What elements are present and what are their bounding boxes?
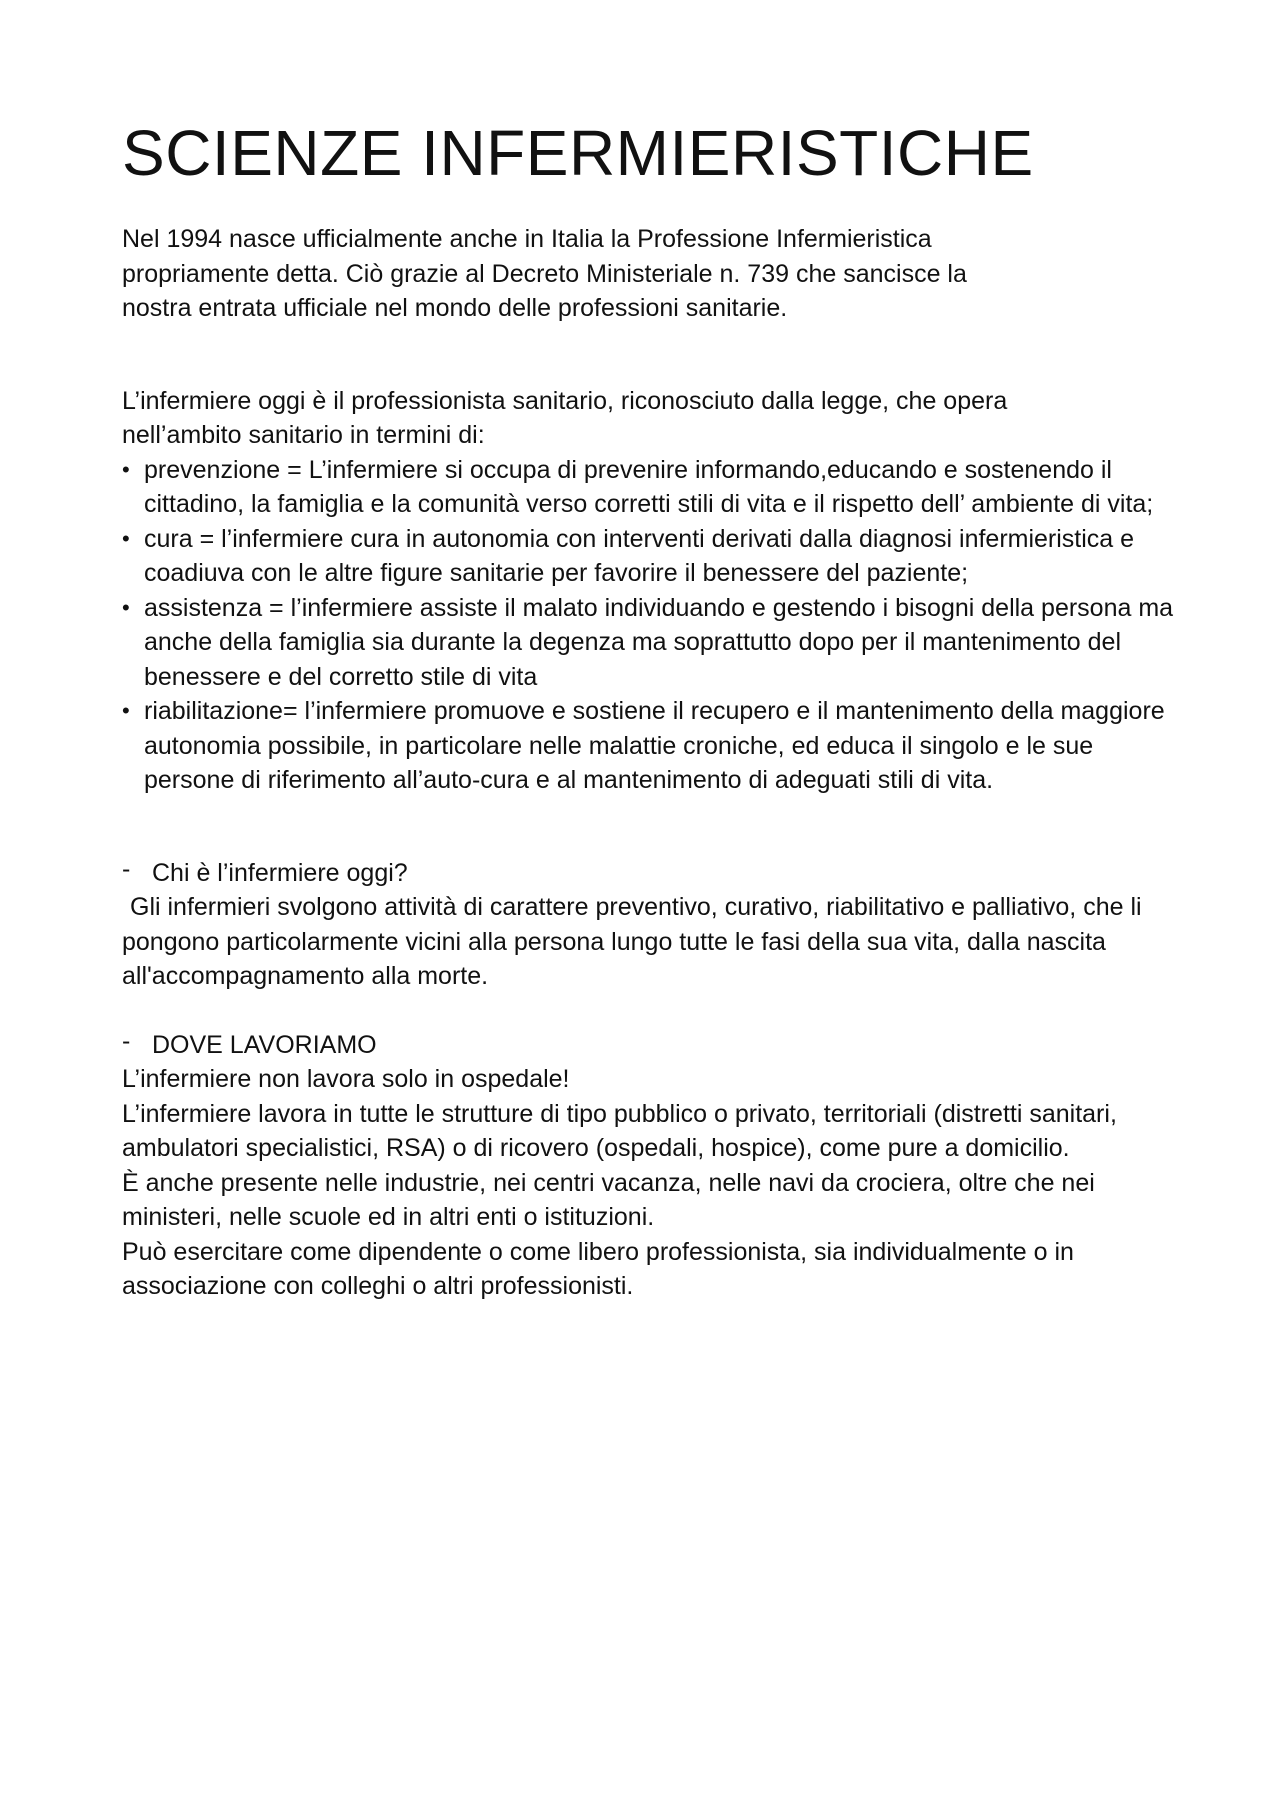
section3-heading-text: DOVE LAVORIAMO: [152, 1030, 377, 1059]
bullet-text: riabilitazione= l’infermiere promuove e sostiene il recupero e il mantenimento della maggiore autonomia possibile, in particolare nelle malattie croniche, ed educa il singolo e le sue persone di riferimento all’auto-cura e al mantenimento di adeguati stili di vita.: [144, 697, 1165, 795]
bullet-icon: •: [122, 698, 130, 724]
dash-icon: -: [122, 1026, 131, 1055]
bullet-text: cura = l’infermiere cura in autonomia con interventi derivati dalla diagnosi infermieristica e coadiuva con le altre figure sanitarie per favorire il benessere del paziente;: [144, 524, 1135, 588]
role-bullet-list: [122, 453, 1182, 798]
bullet-icon: •: [122, 594, 130, 620]
bullet-item-riabilitazione: [122, 694, 1182, 798]
bullet-icon: •: [122, 456, 130, 482]
section1-lead: L’infermiere oggi è il professionista sanitario, riconosciuto dalla legge, che opera nell’ambito sanitario in termini di:: [122, 386, 1008, 450]
spacer: [122, 326, 1182, 384]
intro-paragraph: Nel 1994 nasce ufficialmente anche in Italia la Professione Infermieristica propriamente detta. Ciò grazie al Decreto Ministeriale n. 739 che sancisce la nostra entrata ufficiale nel mondo delle professioni sanitarie.: [122, 225, 967, 323]
section2-heading: [122, 856, 1182, 891]
bullet-text: prevenzione = L’infermiere si occupa di prevenire informando,educando e sostenendo il cittadino, la famiglia e la comunità verso corretti stili di vita e il rispetto dell’ ambiente di vita;: [144, 455, 1154, 519]
spacer: [122, 798, 1182, 856]
bullet-icon: •: [122, 525, 130, 551]
section2-body: Gli infermieri svolgono attività di carattere preventivo, curativo, riabilitativo e palliativo, che li pongono particolarmente vicini alla persona lungo tutte le fasi della sua vita, dalla nascita all'accompagnamento alla morte.: [122, 893, 1142, 991]
section3-line: Può esercitare come dipendente o come libero professionista, sia individualmente o in associazione con colleghi o altri professionisti.: [122, 1237, 1074, 1301]
bullet-item-cura: [122, 522, 1182, 591]
section3-line: L’infermiere lavora in tutte le strutture di tipo pubblico o privato, territoriali (distretti sanitari, ambulatori specialistici, RSA) o di ricovero (ospedali, hospice), come pure a domicilio.: [122, 1099, 1117, 1163]
section3-heading: [122, 1028, 1182, 1063]
section2-heading-text: Chi è l’infermiere oggi?: [152, 858, 408, 887]
spacer: [122, 994, 1182, 1028]
page-title: SCIENZE INFERMIERISTICHE: [122, 117, 1034, 189]
bullet-item-assistenza: [122, 591, 1182, 695]
bullet-item-prevenzione: [122, 453, 1182, 522]
section3-line: È anche presente nelle industrie, nei centri vacanza, nelle navi da crociera, oltre che nei ministeri, nelle scuole ed in altri enti o istituzioni.: [122, 1168, 1095, 1232]
bullet-text: assistenza = l’infermiere assiste il malato individuando e gestendo i bisogni della persona ma anche della famiglia sia durante la degenza ma soprattutto dopo per il mantenimento del benessere e del corretto stile di vita: [144, 593, 1174, 691]
dash-icon: -: [122, 854, 131, 883]
section3-line: L’infermiere non lavora solo in ospedale!: [122, 1065, 570, 1094]
document-page: [122, 118, 1182, 1304]
